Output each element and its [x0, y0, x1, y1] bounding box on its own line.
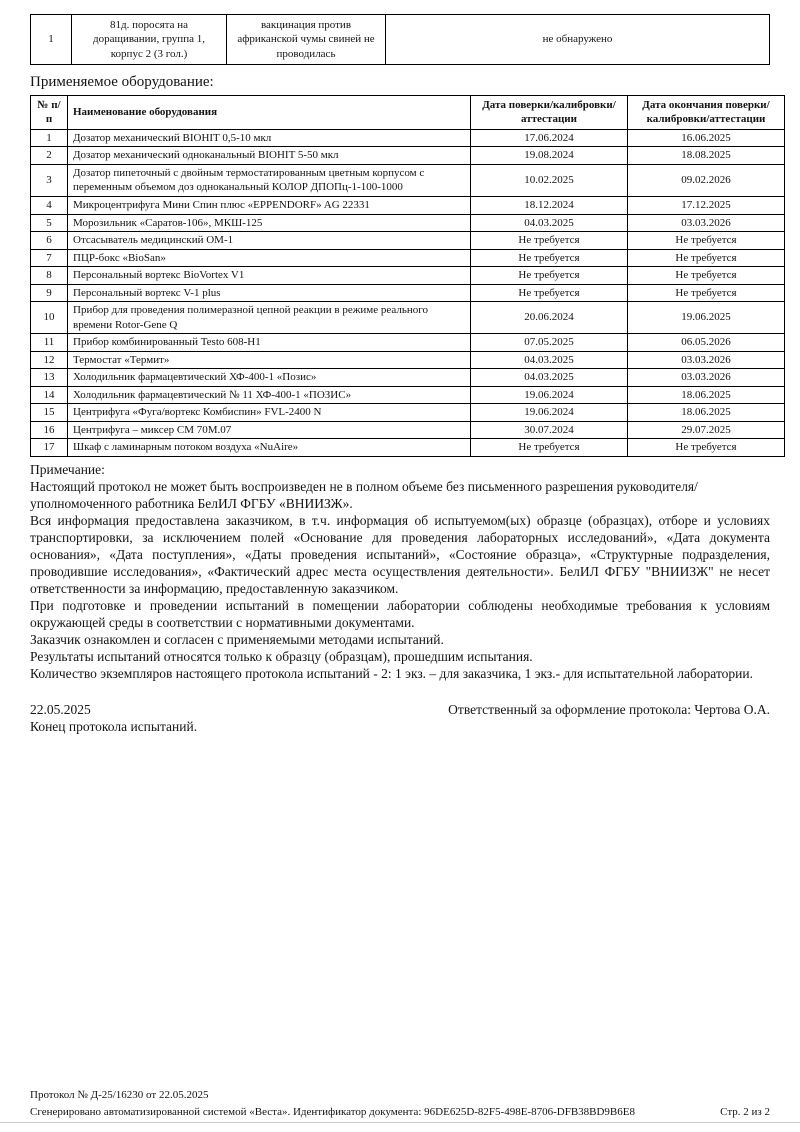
equipment-table-body [31, 129, 785, 456]
equipment-cell-name: Холодильник фармацевтический ХФ-400-1 «Позис» [68, 369, 471, 387]
equipment-cell-date_end: Не требуется [628, 284, 785, 302]
equipment-cell-date_end: 18.06.2025 [628, 386, 785, 404]
equipment-cell-date_end: Не требуется [628, 267, 785, 285]
equipment-cell-date: 04.03.2025 [471, 369, 628, 387]
notes-paragraph: Заказчик ознакомлен и согласен с применяемыми методами испытаний. [30, 631, 444, 647]
results-cell-result: не обнаружено [386, 15, 770, 65]
notes-paragraph: При подготовке и проведении испытаний в помещении лаборатории соблюдены необходимые требования к условиям окружающей среды в соответствии с нормативными документами. [30, 597, 770, 630]
signoff-responsible: Ответственный за оформление протокола: Чертова О.А. [448, 701, 770, 717]
equipment-row [31, 404, 785, 422]
footer-page-number: Стр. 2 из 2 [720, 1106, 770, 1119]
page-content [30, 14, 770, 735]
equipment-cell-date_end: 03.03.2026 [628, 351, 785, 369]
equipment-cell-num: 1 [31, 129, 68, 147]
notes-paragraph: Результаты испытаний относятся только к образцу (образцам), прошедшим испытания. [30, 648, 533, 664]
equipment-cell-date_end: 17.12.2025 [628, 196, 785, 214]
equipment-cell-date: 18.12.2024 [471, 196, 628, 214]
equipment-cell-num: 5 [31, 214, 68, 232]
footer-protocol-number: Протокол № Д-25/16230 от 22.05.2025 [30, 1089, 209, 1101]
equipment-cell-date: 20.06.2024 [471, 302, 628, 334]
equipment-cell-num: 2 [31, 147, 68, 165]
results-cell-num: 1 [31, 15, 72, 65]
equipment-section-title: Применяемое оборудование: [30, 73, 214, 90]
equipment-cell-name: Центрифуга «Фуга/вортекс Комбиспин» FVL-2400 N [68, 404, 471, 422]
results-table [30, 14, 770, 65]
equipment-row [31, 369, 785, 387]
equipment-cell-num: 17 [31, 439, 68, 457]
equipment-cell-num: 4 [31, 196, 68, 214]
page-footer [30, 1088, 770, 1120]
equipment-cell-date_end: Не требуется [628, 232, 785, 250]
equipment-cell-date_end: 06.05.2026 [628, 334, 785, 352]
equipment-row [31, 232, 785, 250]
results-cell-vaccination: вакцинация против африканской чумы свиней не проводилась [227, 15, 386, 65]
equipment-cell-name: Морозильник «Саратов-106», МКШ-125 [68, 214, 471, 232]
equipment-cell-date_end: 18.08.2025 [628, 147, 785, 165]
equipment-cell-name: Термостат «Термит» [68, 351, 471, 369]
equipment-cell-name: Дозатор механический BIOHIT 0,5-10 мкл [68, 129, 471, 147]
equipment-row [31, 196, 785, 214]
equipment-row [31, 147, 785, 165]
equipment-cell-name: Отсасыватель медицинский ОМ-1 [68, 232, 471, 250]
equipment-cell-num: 9 [31, 284, 68, 302]
signoff-date: 22.05.2025 [30, 701, 91, 717]
notes-section [30, 461, 770, 682]
equipment-cell-num: 16 [31, 421, 68, 439]
equipment-cell-num: 11 [31, 334, 68, 352]
notes-paragraph: Вся информация предоставлена заказчиком, в т.ч. информация об испытуемом(ых) образце (образцах), отборе и условиях транспортировки, за исключением полей «Основание для проведения лабораторных исследований», «Дата документа основания», «Дата поступления», «Даты проведения испытаний», «Состояние образца», «Структурные подразделения, проводившие исследования», «Фактический адрес места осуществления деятельности». БелИЛ ФГБУ "ВНИИЗЖ" не несет ответственности за информацию, предоставленную заказчиком. [30, 512, 770, 596]
equipment-header-row [31, 95, 785, 129]
equipment-cell-date_end: 16.06.2025 [628, 129, 785, 147]
equipment-cell-date: Не требуется [471, 249, 628, 267]
footer-generated-line [30, 1105, 770, 1119]
equipment-header-num: № п/п [31, 95, 68, 129]
equipment-cell-name: Дозатор механический одноканальный BIOHIT 5-50 мкл [68, 147, 471, 165]
equipment-cell-date: Не требуется [471, 267, 628, 285]
equipment-cell-date: 04.03.2025 [471, 214, 628, 232]
equipment-cell-date: 10.02.2025 [471, 164, 628, 196]
results-row [31, 15, 770, 65]
equipment-cell-name: Микроцентрифуга Мини Спин плюс «EPPENDORF» AG 22331 [68, 196, 471, 214]
equipment-row [31, 334, 785, 352]
equipment-row [31, 267, 785, 285]
equipment-cell-num: 7 [31, 249, 68, 267]
equipment-cell-num: 15 [31, 404, 68, 422]
equipment-cell-date_end: 09.02.2026 [628, 164, 785, 196]
equipment-cell-date: 30.07.2024 [471, 421, 628, 439]
equipment-cell-date: Не требуется [471, 232, 628, 250]
equipment-cell-num: 8 [31, 267, 68, 285]
equipment-cell-num: 6 [31, 232, 68, 250]
protocol-closing-line: Конец протокола испытаний. [30, 718, 198, 734]
equipment-cell-name: Дозатор пипеточный с двойным термостатированным цветным корпусом с переменным объемом доз одноканальный КОЛОР ДПОПц-1-100-1000 [68, 164, 471, 196]
equipment-header-date-end: Дата окончания поверки/калибровки/аттестации [628, 95, 785, 129]
equipment-cell-date_end: Не требуется [628, 439, 785, 457]
equipment-row [31, 129, 785, 147]
equipment-row [31, 164, 785, 196]
equipment-cell-date_end: 03.03.2026 [628, 369, 785, 387]
equipment-cell-name: Прибор для проведения полимеразной цепной реакции в режиме реального времени Rotor-Gene Q [68, 302, 471, 334]
equipment-row [31, 302, 785, 334]
equipment-cell-name: Центрифуга – миксер СМ 70М.07 [68, 421, 471, 439]
equipment-cell-name: Персональный вортекс V-1 plus [68, 284, 471, 302]
equipment-cell-date: 04.03.2025 [471, 351, 628, 369]
equipment-cell-date: 07.05.2025 [471, 334, 628, 352]
notes-paragraph: Настоящий протокол не может быть воспроизведен не в полном объеме без письменного разрешения руководителя/уполномоченного работника БелИЛ ФГБУ «ВНИИЗЖ». [30, 478, 698, 511]
equipment-cell-date: Не требуется [471, 284, 628, 302]
equipment-row [31, 214, 785, 232]
equipment-cell-date: 19.08.2024 [471, 147, 628, 165]
equipment-cell-num: 13 [31, 369, 68, 387]
equipment-cell-date_end: 29.07.2025 [628, 421, 785, 439]
equipment-header-name: Наименование оборудования [68, 95, 471, 129]
results-cell-sample: 81д. поросята на доращивании, группа 1, корпус 2 (3 гол.) [72, 15, 227, 65]
scan-artifact-line [0, 1122, 800, 1123]
equipment-row [31, 284, 785, 302]
equipment-row [31, 421, 785, 439]
equipment-row [31, 351, 785, 369]
equipment-cell-date: 19.06.2024 [471, 386, 628, 404]
equipment-cell-name: Персональный вортекс BioVortex V1 [68, 267, 471, 285]
equipment-row [31, 249, 785, 267]
equipment-row [31, 439, 785, 457]
equipment-header-date: Дата поверки/калибровки/аттестации [471, 95, 628, 129]
notes-paragraph: Количество экземпляров настоящего протокола испытаний - 2: 1 экз. – для заказчика, 1 экз.- для испытательной лаборатории. [30, 665, 753, 681]
signoff-row [30, 701, 770, 718]
equipment-cell-date_end: 19.06.2025 [628, 302, 785, 334]
equipment-cell-date_end: 03.03.2026 [628, 214, 785, 232]
equipment-table-header [31, 95, 785, 129]
equipment-cell-date: Не требуется [471, 439, 628, 457]
equipment-cell-date_end: Не требуется [628, 249, 785, 267]
equipment-cell-num: 3 [31, 164, 68, 196]
footer-generated-text: Сгенерировано автоматизированной системой «Веста». Идентификатор документа: 96DE625D-82F5-498E-8706-DFB38BD9B6E8 [30, 1106, 635, 1119]
equipment-cell-num: 14 [31, 386, 68, 404]
equipment-cell-date: 19.06.2024 [471, 404, 628, 422]
equipment-cell-name: Прибор комбинированный Testo 608-H1 [68, 334, 471, 352]
notes-title: Примечание: [30, 461, 105, 477]
equipment-cell-name: ПЦР-бокс «BioSan» [68, 249, 471, 267]
equipment-cell-date_end: 18.06.2025 [628, 404, 785, 422]
equipment-row [31, 386, 785, 404]
equipment-cell-name: Шкаф с ламинарным потоком воздуха «NuAire» [68, 439, 471, 457]
equipment-table [30, 95, 785, 457]
equipment-cell-num: 10 [31, 302, 68, 334]
equipment-cell-date: 17.06.2024 [471, 129, 628, 147]
equipment-cell-num: 12 [31, 351, 68, 369]
equipment-cell-name: Холодильник фармацевтический № 11 ХФ-400-1 «ПОЗИС» [68, 386, 471, 404]
